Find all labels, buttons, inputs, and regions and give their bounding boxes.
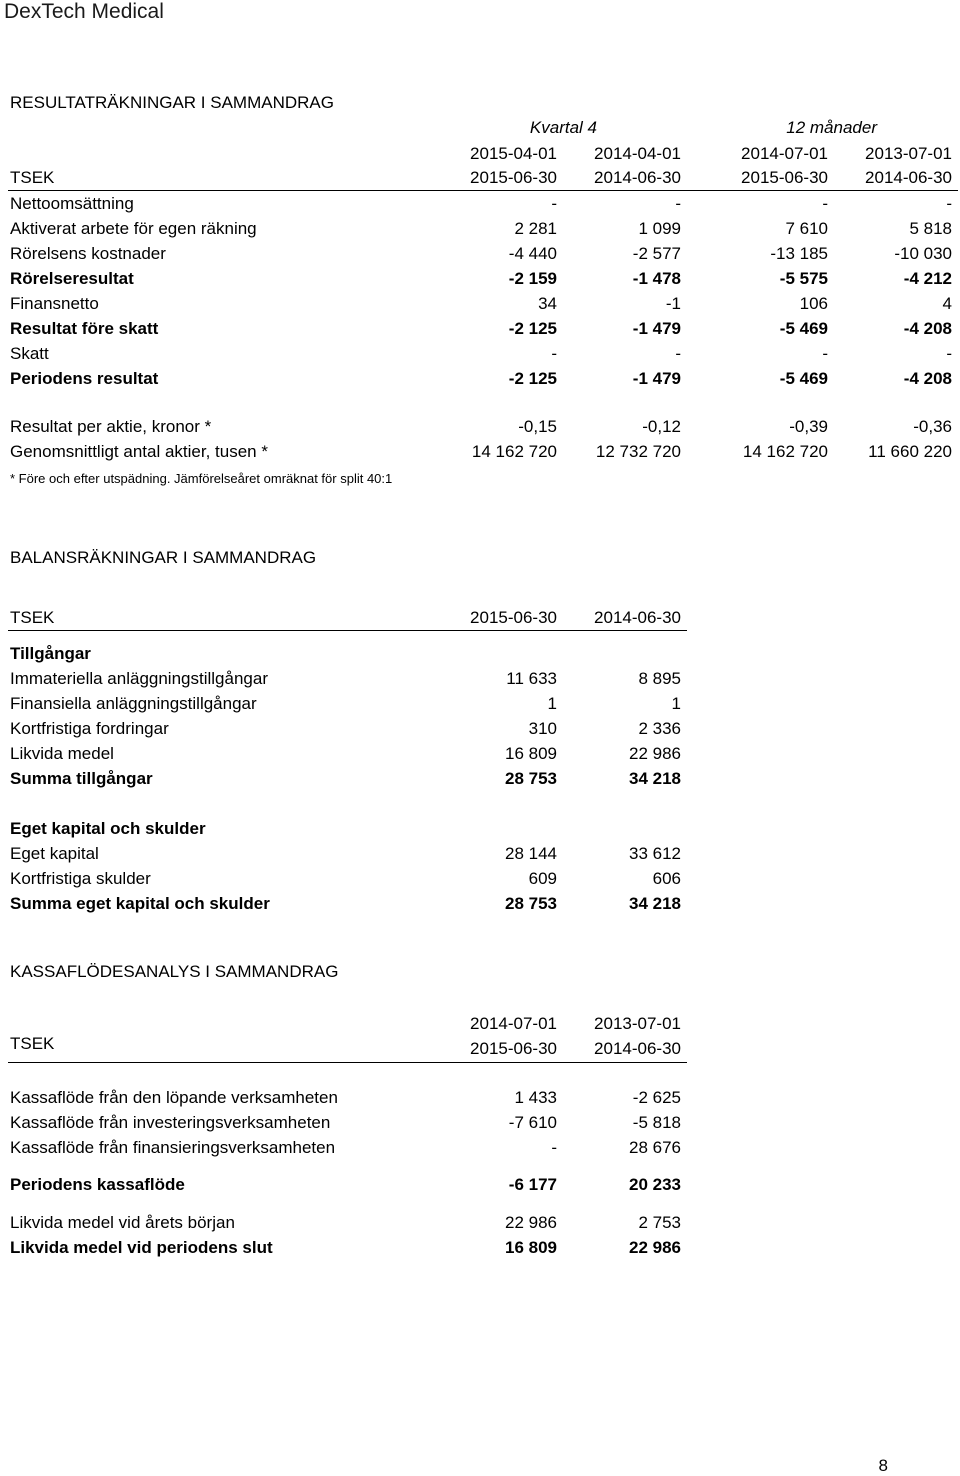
row-label: Likvida medel vid periodens slut: [10, 1238, 273, 1257]
date-from-col2: 2014-04-01: [594, 144, 681, 163]
row-value: 8 895: [638, 669, 681, 688]
row-label: Nettoomsättning: [10, 194, 134, 213]
row-value: 12 732 720: [595, 442, 681, 461]
row-value: -: [946, 194, 952, 213]
row-value: 1 433: [514, 1088, 557, 1107]
row-label: Tillgångar: [10, 644, 91, 663]
row-value: 34: [538, 294, 557, 313]
date-to-col3: 2015-06-30: [741, 168, 828, 187]
row-label: Eget kapital: [10, 844, 99, 863]
balance-sheet-title: BALANSRÄKNINGAR I SAMMANDRAG: [10, 548, 317, 567]
row-value: 28 753: [505, 769, 557, 788]
row-value: -5 575: [779, 269, 828, 288]
row-value: -0,12: [642, 417, 681, 436]
row-label: Aktiverat arbete för egen räkning: [10, 219, 257, 238]
row-value: -2 625: [632, 1088, 681, 1107]
row-value: -1: [665, 294, 681, 313]
row-value: -10 030: [894, 244, 952, 263]
row-value: -2 159: [508, 269, 557, 288]
row-value: 14 162 720: [742, 442, 828, 461]
date-to-col1: 2015-06-30: [470, 168, 557, 187]
row-label: Eget kapital och skulder: [10, 819, 206, 838]
cashflow-date-from-col1: 2014-07-01: [470, 1014, 557, 1033]
row-label: Summa eget kapital och skulder: [10, 894, 270, 913]
row-value: 34 218: [629, 894, 681, 913]
row-value: -4 440: [508, 244, 557, 263]
row-label: Rörelseresultat: [10, 269, 134, 288]
row-value: -: [822, 344, 828, 363]
row-value: 1: [547, 694, 557, 713]
cashflow-date-from-col2: 2013-07-01: [594, 1014, 681, 1033]
row-value: 28 676: [629, 1138, 681, 1157]
row-value: -1 478: [632, 269, 681, 288]
row-value: 2 753: [638, 1213, 681, 1232]
row-value: -: [946, 344, 952, 363]
row-value: 1: [671, 694, 681, 713]
cashflow-title: KASSAFLÖDESANALYS I SAMMANDRAG: [10, 962, 339, 981]
row-value: -13 185: [770, 244, 828, 263]
row-value: -4 212: [903, 269, 952, 288]
unit-label: TSEK: [10, 168, 55, 187]
unit-label: TSEK: [10, 1034, 55, 1053]
row-value: 106: [799, 294, 828, 313]
row-label: Kassaflöde från finansieringsverksamheten: [10, 1138, 336, 1157]
income-footnote: * Före och efter utspädning. Jämförelseåret omräknat för split 40:1: [10, 471, 393, 486]
row-value: 1 099: [638, 219, 681, 238]
cashflow-header-rule: [8, 1062, 687, 1063]
row-label: Periodens resultat: [10, 369, 159, 388]
row-label: Finansiella anläggningstillgångar: [10, 694, 257, 713]
row-value: -: [551, 344, 557, 363]
row-label: Finansnetto: [10, 294, 99, 313]
row-value: 2 336: [638, 719, 681, 738]
row-value: -1 479: [632, 319, 681, 338]
row-value: -5 818: [632, 1113, 681, 1132]
balance-header-rule: [8, 630, 687, 631]
row-value: 609: [528, 869, 557, 888]
row-value: -: [822, 194, 828, 213]
row-value: -2 125: [508, 369, 557, 388]
row-label: Periodens kassaflöde: [10, 1175, 185, 1194]
row-label: Resultat före skatt: [10, 319, 159, 338]
row-value: -5 469: [779, 369, 828, 388]
row-value: 11 660 220: [868, 442, 952, 461]
row-value: 28 144: [505, 844, 557, 863]
row-value: 22 986: [505, 1213, 557, 1232]
group-year-label: 12 månader: [786, 118, 877, 137]
row-value: -: [675, 194, 681, 213]
balance-date-col1: 2015-06-30: [470, 608, 557, 627]
cashflow-date-to-col2: 2014-06-30: [594, 1039, 681, 1058]
row-label: Skatt: [10, 344, 49, 363]
row-value: -4 208: [903, 319, 952, 338]
row-label: Kassaflöde från den löpande verksamheten: [10, 1088, 338, 1107]
date-from-col3: 2014-07-01: [741, 144, 828, 163]
page-number: 8: [878, 1456, 888, 1475]
row-value: -: [551, 194, 557, 213]
row-value: -: [551, 1138, 557, 1157]
row-value: 33 612: [629, 844, 681, 863]
row-label: Likvida medel vid årets början: [10, 1213, 235, 1232]
row-value: 7 610: [785, 219, 828, 238]
row-value: -0,15: [518, 417, 557, 436]
row-label: Kortfristiga skulder: [10, 869, 151, 888]
date-to-col2: 2014-06-30: [594, 168, 681, 187]
row-value: 34 218: [629, 769, 681, 788]
row-label: Resultat per aktie, kronor *: [10, 417, 212, 436]
row-value: -4 208: [903, 369, 952, 388]
date-to-col4: 2014-06-30: [865, 168, 952, 187]
row-value: 11 633: [506, 669, 557, 688]
income-header-rule: [8, 190, 958, 191]
row-value: -5 469: [779, 319, 828, 338]
balance-date-col2: 2014-06-30: [594, 608, 681, 627]
row-value: -2 577: [632, 244, 681, 263]
row-value: 16 809: [505, 744, 557, 763]
row-value: 22 986: [629, 744, 681, 763]
row-value: -2 125: [508, 319, 557, 338]
row-value: 28 753: [505, 894, 557, 913]
row-value: -0,39: [789, 417, 828, 436]
row-value: 2 281: [514, 219, 557, 238]
row-label: Rörelsens kostnader: [10, 244, 166, 263]
row-value: -6 177: [508, 1175, 557, 1194]
row-value: 22 986: [629, 1238, 681, 1257]
row-value: -: [675, 344, 681, 363]
row-value: 310: [528, 719, 557, 738]
row-value: -7 610: [508, 1113, 557, 1132]
row-value: -0,36: [913, 417, 952, 436]
row-label: Immateriella anläggningstillgångar: [10, 669, 268, 688]
income-statement-title: RESULTATRÄKNINGAR I SAMMANDRAG: [10, 93, 334, 112]
row-label: Likvida medel: [10, 744, 114, 763]
group-quarter-label: Kvartal 4: [529, 118, 597, 137]
row-value: 4: [942, 294, 952, 313]
row-value: 20 233: [629, 1175, 681, 1194]
cashflow-date-to-col1: 2015-06-30: [470, 1039, 557, 1058]
date-from-col1: 2015-04-01: [470, 144, 557, 163]
row-value: 16 809: [505, 1238, 557, 1257]
row-label: Kortfristiga fordringar: [10, 719, 169, 738]
unit-label: TSEK: [10, 608, 55, 627]
company-name: DexTech Medical: [4, 0, 164, 23]
row-label: Kassaflöde från investeringsverksamheten: [10, 1113, 331, 1132]
row-value: 606: [652, 869, 681, 888]
row-value: -1 479: [632, 369, 681, 388]
row-value: 5 818: [909, 219, 952, 238]
row-label: Genomsnittligt antal aktier, tusen *: [10, 442, 268, 461]
row-value: 14 162 720: [471, 442, 557, 461]
row-label: Summa tillgångar: [10, 769, 153, 788]
date-from-col4: 2013-07-01: [865, 144, 952, 163]
